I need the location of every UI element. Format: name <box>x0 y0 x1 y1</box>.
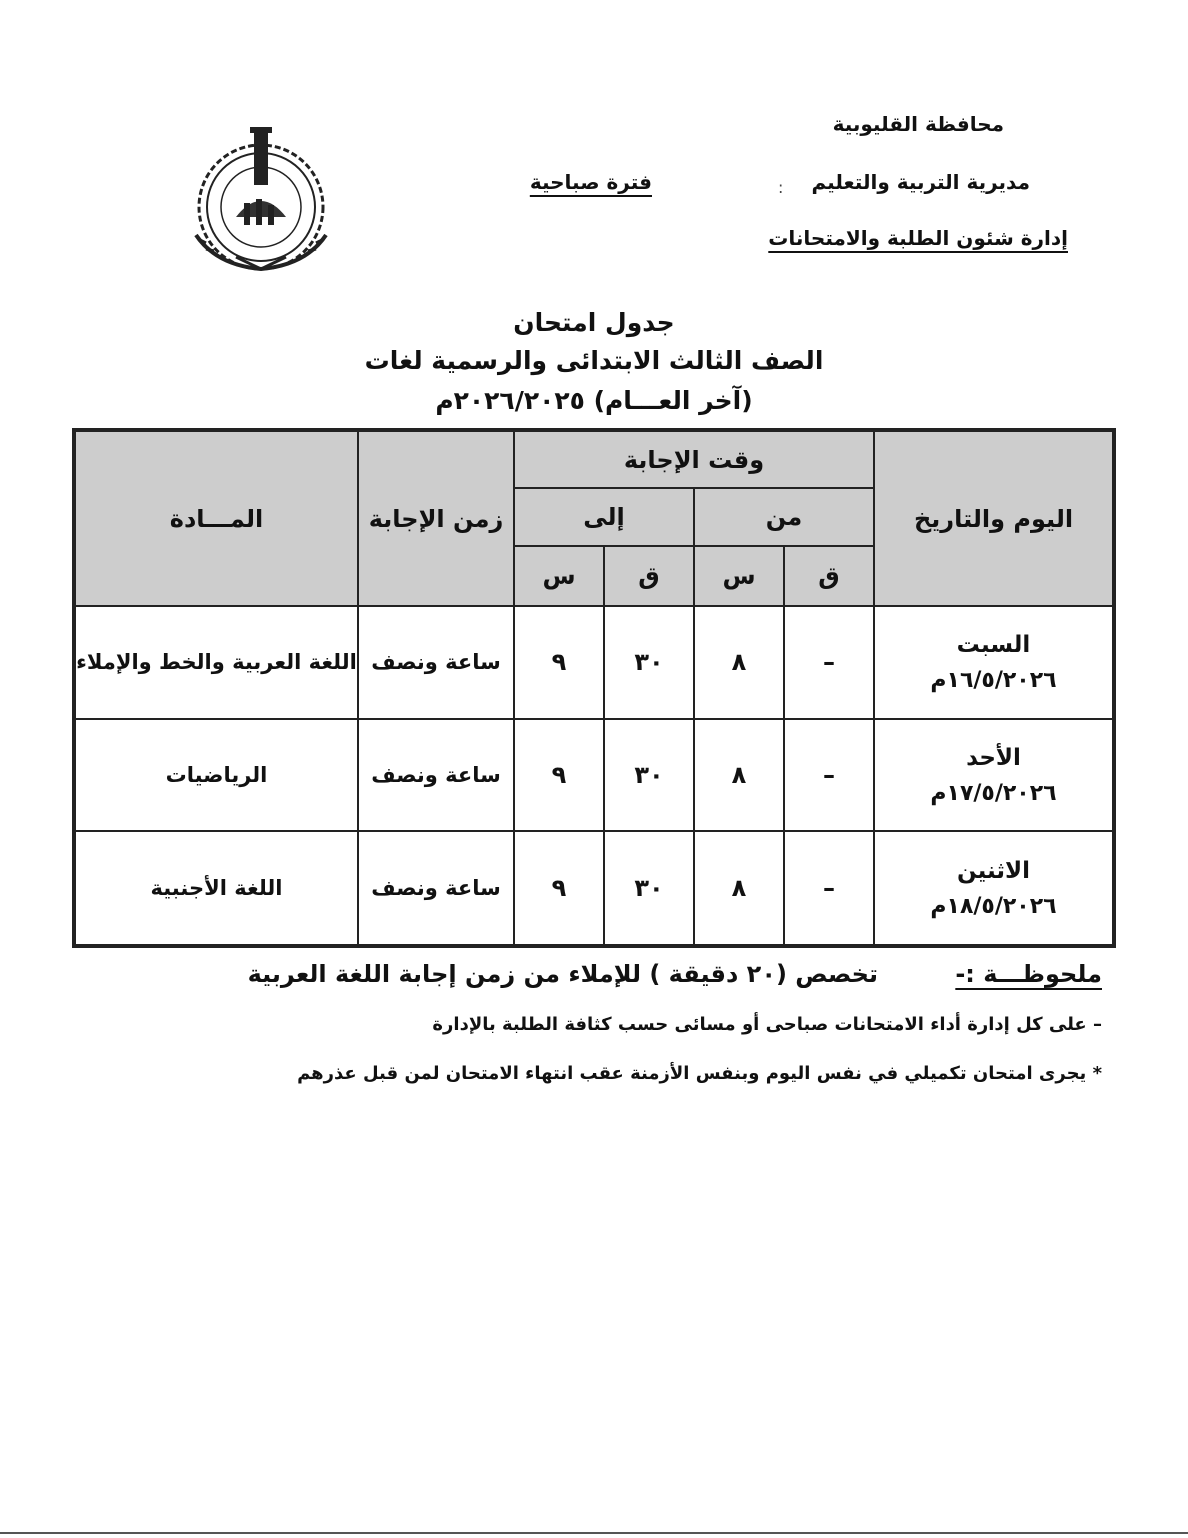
note-line-1: – على كل إدارة أداء الامتحانات صباحى أو مسائى حسب كثافة الطلبة بالإدارة <box>432 1014 1102 1035</box>
header-subject: المـــادة <box>74 430 358 606</box>
from-minute: – <box>784 606 874 719</box>
exam-schedule-table <box>72 428 1116 948</box>
table-row <box>74 831 1114 946</box>
exam-date: ١٧/٥/٢٠٢٦م <box>930 780 1057 806</box>
header-duration: زمن الإجابة <box>358 430 514 606</box>
from-hour: ٨ <box>694 831 784 946</box>
governorate-label: محافظة القليوبية <box>832 112 1004 136</box>
table-row <box>74 606 1114 719</box>
note-main: تخصص (٢٠ دقيقة ) للإملاء من زمن إجابة اللغة العربية <box>247 960 878 988</box>
note-label: ملحوظـــة :- <box>955 960 1102 988</box>
header-separator: : <box>778 178 784 197</box>
header-to-hour: س <box>514 546 604 606</box>
day-name: السبت <box>956 631 1031 658</box>
to-minute: ٣٠ <box>604 831 694 946</box>
from-minute: – <box>784 831 874 946</box>
duration: ساعة ونصف <box>358 719 514 832</box>
from-hour: ٨ <box>694 719 784 832</box>
header-from-hour: س <box>694 546 784 606</box>
directorate-label: مديرية التربية والتعليم <box>811 170 1030 194</box>
header-day-date: اليوم والتاريخ <box>874 430 1114 606</box>
day-name: الاثنين <box>956 857 1031 884</box>
exam-date: ١٨/٥/٢٠٢٦م <box>930 893 1057 919</box>
shift-label: فترة صباحية <box>529 170 652 194</box>
subject: الرياضيات <box>74 719 358 832</box>
to-minute: ٣٠ <box>604 719 694 832</box>
to-hour: ٩ <box>514 831 604 946</box>
from-minute: – <box>784 719 874 832</box>
header-answer-time: وقت الإجابة <box>514 430 874 488</box>
ministry-seal-icon <box>176 125 346 275</box>
duration: ساعة ونصف <box>358 831 514 946</box>
grade-title: الصف الثالث الابتدائى والرسمية لغات <box>364 346 824 375</box>
to-minute: ٣٠ <box>604 606 694 719</box>
exam-date: ١٦/٥/٢٠٢٦م <box>930 667 1057 693</box>
table-row <box>74 719 1114 832</box>
header-to: إلى <box>514 488 694 546</box>
note-line-2: * يجرى امتحان تكميلي في نفس اليوم وبنفس الأزمنة عقب انتهاء الامتحان لمن قبل عذرهم <box>297 1063 1102 1084</box>
to-hour: ٩ <box>514 719 604 832</box>
schedule-title: جدول امتحان <box>513 308 675 337</box>
day-date-cell <box>874 719 1114 832</box>
day-date-cell <box>874 606 1114 719</box>
department-label: إدارة شئون الطلبة والامتحانات <box>768 226 1068 250</box>
header-from-minute: ق <box>784 546 874 606</box>
duration: ساعة ونصف <box>358 606 514 719</box>
subject: اللغة العربية والخط والإملاء <box>74 606 358 719</box>
day-date-cell <box>874 831 1114 946</box>
to-hour: ٩ <box>514 606 604 719</box>
from-hour: ٨ <box>694 606 784 719</box>
header-from: من <box>694 488 874 546</box>
subject: اللغة الأجنبية <box>74 831 358 946</box>
term-title: (آخر العـــام) ٢٠٢٦/٢٠٢٥م <box>435 386 753 415</box>
day-name: الأحد <box>966 744 1021 771</box>
bottom-divider <box>0 1532 1188 1534</box>
header-to-minute: ق <box>604 546 694 606</box>
